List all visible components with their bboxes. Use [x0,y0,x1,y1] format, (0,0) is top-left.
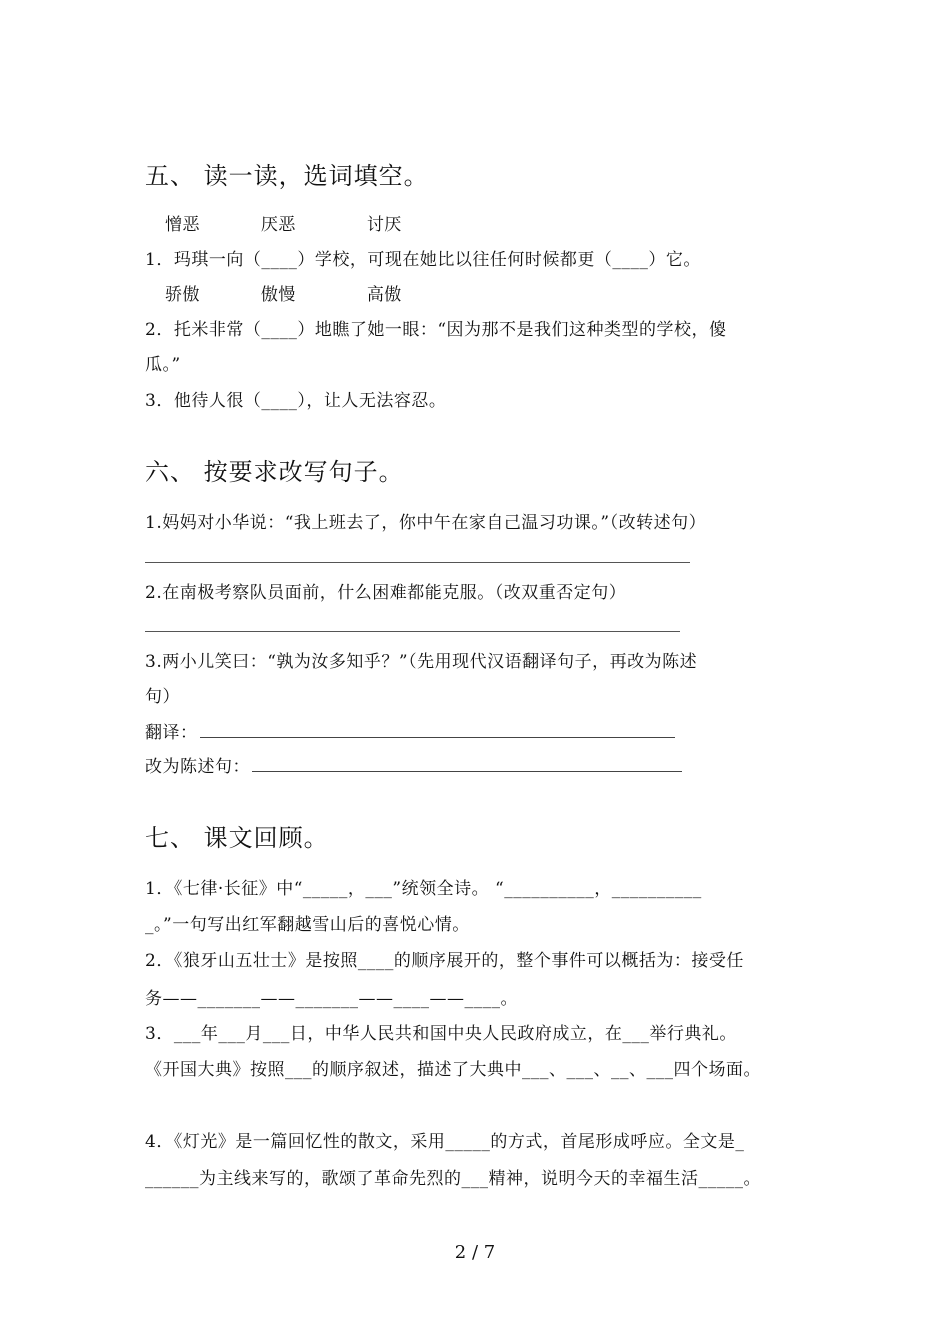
s5-question-1: 1．玛琪一向（____）学校，可现在她比以往任何时候都更（____）它。 [145,250,701,270]
statement-answer-line[interactable] [252,771,682,772]
s6-question-3-line-2: 句） [145,687,180,707]
answer-line[interactable] [145,562,690,563]
s7-question-4-line-1: 4．《灯光》是一篇回忆性的散文，采用_____的方式，首尾形成呼应。全文是_ [145,1132,745,1152]
translate-label: 翻译： [145,723,198,743]
s7-question-3-line-1: 3．___年___月___日，中华人民共和国中央人民政府成立，在___举行典礼。 [145,1024,737,1044]
s7-question-1-line-2: _。”一句写出红军翻越雪山后的喜悦心情。 [145,915,470,935]
word-group-1 [165,210,402,235]
section-7-heading: 七、 课文回顾。 [145,824,329,852]
s7-question-4-line-2: ______为主线来写的，歌颂了革命先烈的___精神，说明今天的幸福生活_____。 [145,1169,761,1189]
s7-question-3-line-2: 《开国大典》按照___的顺序叙述，描述了大典中___、___、__、___四个场面。 [145,1060,761,1080]
s5-question-2-line-1: 2．托米非常（____）地瞧了她一眼：“因为那不是我们这种类型的学校，傻 [145,320,727,340]
word-option: 傲慢 [260,285,296,305]
word-option: 骄傲 [165,285,200,305]
s7-question-1-line-1: 1．《七律·长征》中“_____，___”统领全诗。 “__________，__________ [145,879,702,899]
section-5-heading: 五、 读一读，选词填空。 [145,162,429,190]
statement-label: 改为陈述句： [145,757,250,777]
s6-question-1: 1.妈妈对小华说：“我上班去了，你中午在家自己温习功课。”（改转述句） [145,513,707,533]
word-option: 高傲 [366,285,402,305]
word-group-2 [165,280,402,305]
s7-question-2-line-2: 务——_______——_______——____——____。 [145,989,518,1009]
answer-line[interactable] [145,631,680,632]
s5-question-2-line-2: 瓜。” [145,355,181,375]
word-option: 憎恶 [165,215,200,235]
s7-question-2-line-1: 2．《狼牙山五壮士》是按照____的顺序展开的，整个事件可以概括为：接受任 [145,951,744,971]
statement-row [145,752,682,777]
translate-answer-line[interactable] [200,737,675,738]
s6-question-3-line-1: 3.两小儿笑曰：“孰为汝多知乎？”（先用现代汉语翻译句子，再改为陈述 [145,652,698,672]
word-option: 厌恶 [260,215,296,235]
s5-question-3: 3．他待人很（____），让人无法容忍。 [145,391,447,411]
page-number: 2 / 7 [454,1242,496,1263]
section-6-heading: 六、 按要求改写句子。 [145,458,404,486]
word-option: 讨厌 [366,215,402,235]
s6-question-2: 2.在南极考察队员面前，什么困难都能克服。（改双重否定句） [145,583,627,603]
translate-row [145,718,675,743]
